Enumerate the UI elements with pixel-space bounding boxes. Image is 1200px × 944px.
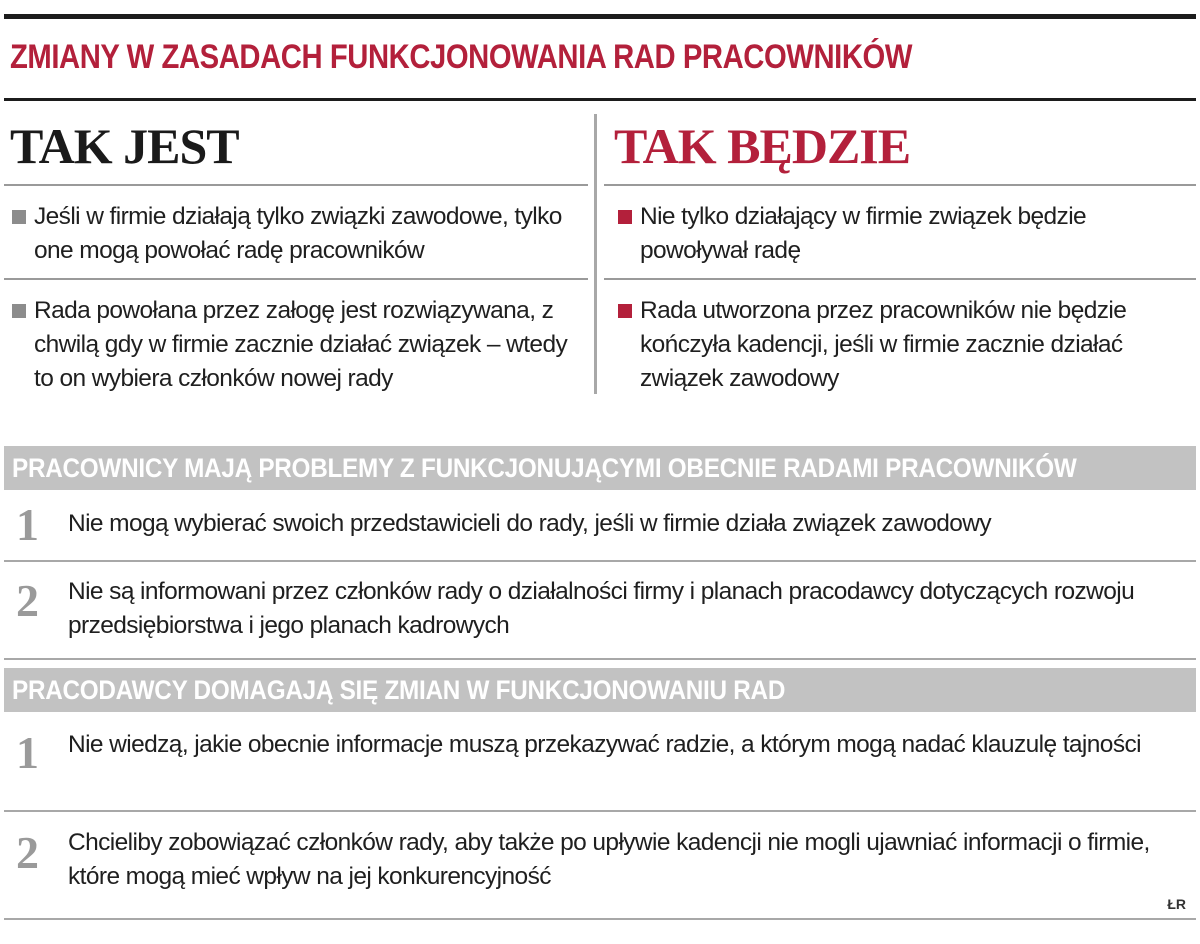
square-bullet-icon	[618, 210, 632, 224]
square-bullet-icon	[12, 304, 26, 318]
square-bullet-icon	[12, 210, 26, 224]
list-item-text: Nie tylko działający w firmie związek będzie powoływał radę	[640, 203, 1087, 264]
column-tak-jest	[4, 108, 588, 408]
numbered-item	[4, 812, 1196, 920]
column-divider	[594, 114, 597, 394]
section-heading-workers	[4, 446, 1196, 490]
item-text: Nie mogą wybierać swoich przedstawicieli do rady, jeśli w firmie działa związek zawodowy	[68, 510, 992, 537]
item-text: Nie wiedzą, jakie obecnie informacje muszą przekazywać radzie, a którym mogą nadać klauzulę tajności	[68, 731, 1141, 758]
item-number: 1	[16, 727, 39, 778]
list-item-text: Rada powołana przez załogę jest rozwiązywana, z chwilą gdy w firmie zacznie działać związek – wtedy to on wybiera członków nowej rady	[34, 297, 568, 392]
numbered-item	[4, 494, 1196, 562]
list-item-text: Jeśli w firmie działają tylko związki zawodowe, tylko one mogą powołać radę pracowników	[34, 203, 562, 264]
author-credit: ŁR	[1167, 896, 1186, 912]
infographic-title: ZMIANY W ZASADACH FUNKCJONOWANIA RAD PRACOWNIKÓW	[10, 38, 912, 76]
column-tak-bedzie	[604, 108, 1196, 408]
section-heading-employers	[4, 668, 1196, 712]
square-bullet-icon	[618, 304, 632, 318]
item-text: Nie są informowani przez członków rady o działalności firmy i planach pracodawcy dotyczących rozwoju przedsiębiorstwa i jego planach kadrowych	[68, 578, 1135, 639]
list-item	[4, 278, 588, 408]
section-heading-text: PRACOWNICY MAJĄ PROBLEMY Z FUNKCJONUJĄCYMI OBECNIE RADAMI PRACOWNIKÓW	[12, 453, 1077, 483]
column-heading-right: TAK BĘDZIE	[614, 118, 911, 174]
top-rule	[4, 14, 1196, 19]
title-rule	[4, 98, 1196, 101]
list-item-text: Rada utworzona przez pracowników nie będzie kończyła kadencji, jeśli w firmie zacznie działać związek zawodowy	[640, 297, 1127, 392]
numbered-item	[4, 716, 1196, 812]
column-heading-left: TAK JEST	[10, 118, 239, 174]
list-item	[4, 184, 588, 278]
list-item	[604, 184, 1196, 278]
numbered-item	[4, 562, 1196, 660]
item-text: Chcieliby zobowiązać członków rady, aby także po upływie kadencji nie mogli ujawniać informacji o firmie, które mogą mieć wpływ na jej konkurencyjność	[68, 829, 1150, 890]
item-number: 2	[16, 575, 39, 626]
list-item	[604, 278, 1196, 408]
item-number: 2	[16, 827, 39, 878]
item-number: 1	[16, 499, 39, 550]
section-heading-text: PRACODAWCY DOMAGAJĄ SIĘ ZMIAN W FUNKCJONOWANIU RAD	[12, 675, 786, 705]
